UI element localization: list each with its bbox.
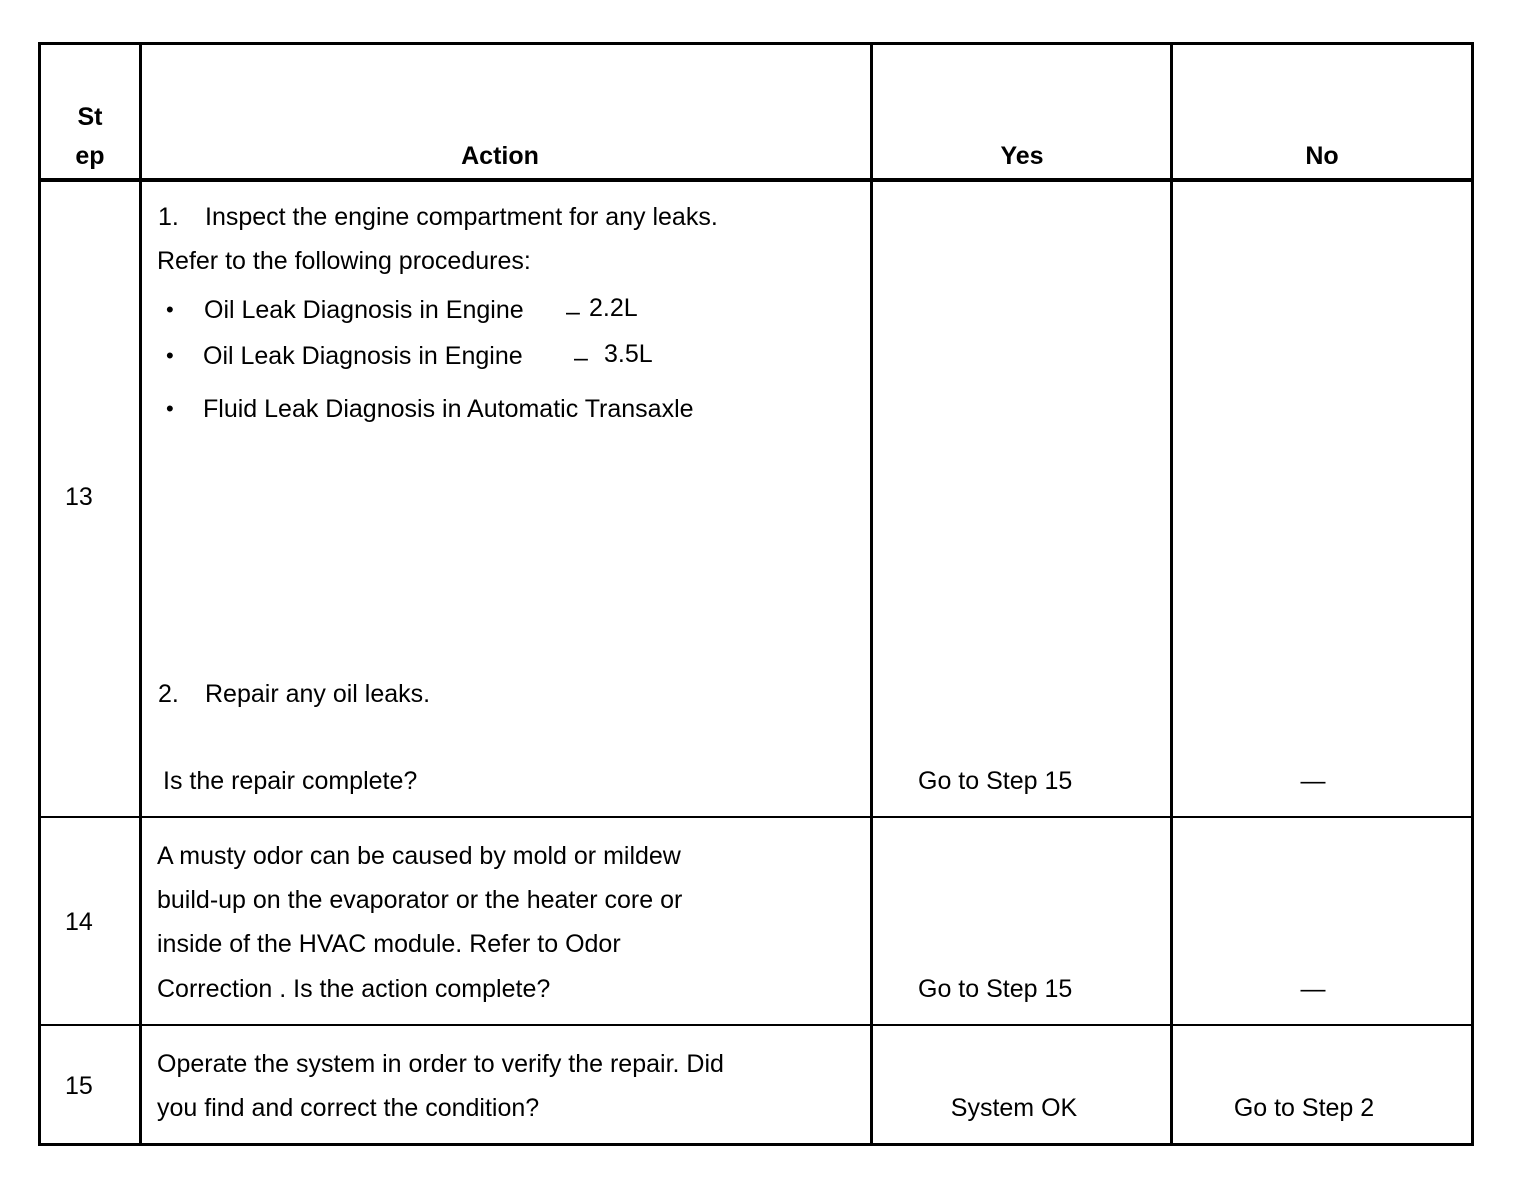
header-no: No — [1305, 142, 1339, 170]
column-separator — [139, 42, 142, 1146]
table-border-right — [1471, 42, 1474, 1146]
header-separator — [38, 178, 1474, 182]
action-item-number: 1. — [158, 203, 179, 231]
bullet-icon: • — [166, 343, 174, 368]
no-result: — — [1300, 975, 1326, 1003]
step-number: 14 — [65, 908, 93, 936]
procedure-suffix: 3.5L — [604, 340, 653, 368]
column-separator — [870, 42, 873, 1146]
action-item-text: Inspect the engine compartment for any leaks. — [205, 203, 718, 231]
yes-result: Go to Step 15 — [918, 767, 1073, 795]
header-step-line1: St — [77, 103, 103, 131]
procedure-suffix: 2.2L — [589, 294, 638, 322]
action-item-text: Repair any oil leaks. — [205, 680, 431, 708]
header-action: Action — [461, 142, 539, 170]
row-separator — [38, 816, 1474, 818]
step-number: 15 — [65, 1072, 93, 1100]
header-yes: Yes — [1000, 142, 1044, 170]
row-separator — [38, 1024, 1474, 1026]
yes-result: System OK — [950, 1094, 1078, 1122]
yes-result: Go to Step 15 — [918, 975, 1073, 1003]
header-step-line2: ep — [75, 142, 105, 170]
table-border-left — [38, 42, 41, 1146]
diagnostic-table — [38, 42, 1474, 1146]
table-border-bottom — [38, 1143, 1474, 1146]
action-question: Is the repair complete? — [163, 767, 418, 795]
step-number: 13 — [65, 483, 93, 511]
procedure-dash: – — [566, 298, 580, 326]
action-line: A musty odor can be caused by mold or mildew — [157, 842, 681, 870]
action-line: you find and correct the condition? — [157, 1094, 540, 1122]
bullet-icon: • — [166, 396, 174, 421]
procedure-link[interactable]: Oil Leak Diagnosis in Engine — [203, 342, 523, 370]
action-item-number: 2. — [158, 680, 179, 708]
table-border-top — [38, 42, 1474, 45]
action-refer-text: Refer to the following procedures: — [157, 247, 531, 275]
no-result: Go to Step 2 — [1233, 1094, 1375, 1122]
action-line: Operate the system in order to verify the repair. Did — [157, 1050, 724, 1078]
action-line: Correction . Is the action complete? — [157, 975, 551, 1003]
procedure-dash: – — [574, 344, 588, 372]
action-line: build-up on the evaporator or the heater core or — [157, 886, 683, 914]
procedure-link[interactable]: Oil Leak Diagnosis in Engine — [204, 296, 524, 324]
procedure-link[interactable]: Fluid Leak Diagnosis in Automatic Transaxle — [203, 395, 694, 423]
action-line: inside of the HVAC module. Refer to Odor — [157, 930, 621, 958]
bullet-icon: • — [166, 297, 174, 322]
no-result: — — [1300, 767, 1326, 795]
